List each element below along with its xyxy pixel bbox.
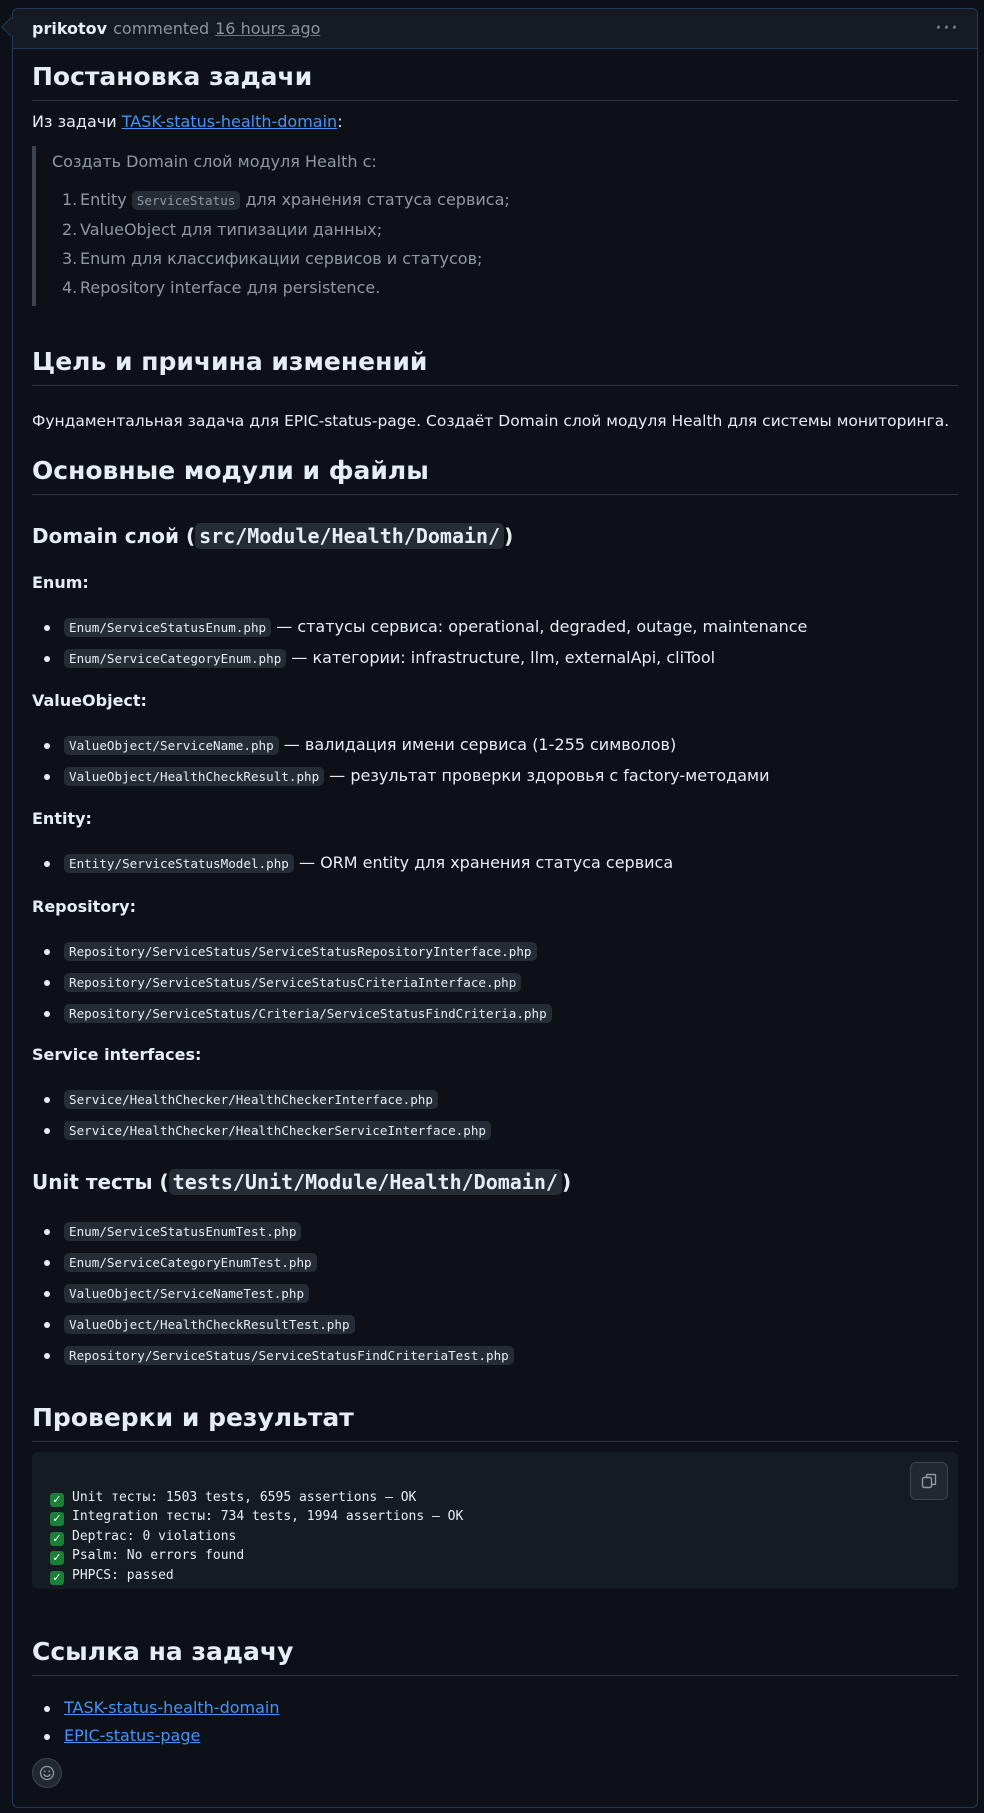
file-path: ValueObject/HealthCheckResult.php (64, 767, 324, 786)
list-item (32, 1219, 958, 1244)
label-enum: Enum: (32, 573, 89, 592)
copy-icon (921, 1473, 937, 1489)
goal-text: Фундаментальная задача для EPIC-status-page. Создаёт Domain слой модуля Health для системы мониторинга. (32, 412, 950, 430)
list-item (32, 1281, 958, 1306)
check-line: ✓ Unit тесты: 1503 tests, 6595 assertions — OK (50, 1488, 940, 1508)
comment-verb: commented (113, 19, 210, 38)
task-source-suffix: : (337, 112, 343, 131)
task-source (32, 110, 958, 134)
check-line: ✓ PHPCS: passed (50, 1566, 940, 1586)
enum-list (32, 615, 958, 671)
heading-unit-tests: Unit тесты ( tests/Unit/Module/Health/Domain/ ) (32, 1170, 572, 1194)
check-mark-icon: ✓ (50, 1493, 64, 1507)
links-list (32, 1696, 958, 1748)
file-path: Repository/ServiceStatus/ServiceStatusRepositoryInterface.php (64, 942, 537, 961)
check-line: ✓ Integration тесты: 734 tests, 1994 assertions — OK (50, 1507, 940, 1527)
heading-domain-layer: Domain слой ( src/Module/Health/Domain/ ) (32, 524, 514, 548)
list-item (32, 970, 958, 995)
heading-checks: Проверки и результат (32, 1402, 958, 1442)
kebab-menu-icon[interactable]: ··· (935, 15, 959, 41)
task-source-prefix: Из задачи (32, 112, 122, 131)
label-service-interfaces: Service interfaces: (32, 1045, 202, 1064)
heading-goal: Цель и причина изменений (32, 346, 958, 386)
file-path: ValueObject/HealthCheckResultTest.php (64, 1315, 355, 1334)
check-mark-icon: ✓ (50, 1512, 64, 1526)
copy-button[interactable] (910, 1462, 948, 1500)
file-path: Service/HealthChecker/HealthCheckerInterface.php (64, 1090, 438, 1109)
comment-timestamp[interactable]: 16 hours ago (215, 19, 321, 38)
check-line: ✓ Deptrac: 0 violations (50, 1527, 940, 1547)
heading-modules: Основные модули и файлы (32, 455, 958, 495)
vo-list (32, 733, 958, 789)
list-item: Enum/ServiceCategoryEnum.php — категории: infrastructure, llm, externalApi, cliTool (32, 646, 958, 671)
quote-item: 3. Enum для классификации сервисов и статусов; (62, 249, 483, 268)
tests-list (32, 1219, 958, 1368)
file-path: Repository/ServiceStatus/Criteria/ServiceStatusFindCriteria.php (64, 1004, 552, 1023)
file-path: Enum/ServiceStatusEnum.php (64, 618, 271, 637)
file-path: Enum/ServiceCategoryEnum.php (64, 649, 286, 668)
file-path: Enum/ServiceCategoryEnumTest.php (64, 1253, 317, 1272)
inline-code: ServiceStatus (132, 191, 241, 210)
list-item: ValueObject/HealthCheckResult.php — результат проверки здоровья с factory-методами (32, 764, 958, 789)
file-path: Repository/ServiceStatus/ServiceStatusFindCriteriaTest.php (64, 1346, 514, 1365)
list-item: ValueObject/ServiceName.php — валидация имени сервиса (1-255 символов) (32, 733, 958, 758)
inline-code: tests/Unit/Module/Health/Domain/ (169, 1169, 562, 1195)
label-entity: Entity: (32, 809, 92, 828)
add-reaction-button[interactable] (32, 1758, 62, 1788)
quote-list (52, 188, 958, 300)
label-repository: Repository: (32, 897, 136, 916)
heading-links: Ссылка на задачу (32, 1636, 958, 1676)
file-path: ValueObject/ServiceName.php (64, 736, 279, 755)
file-path: ValueObject/ServiceNameTest.php (64, 1284, 309, 1303)
task-quote (32, 146, 958, 306)
checks-code-block (32, 1452, 958, 1589)
heading-task: Постановка задачи (32, 61, 958, 101)
epic-link[interactable]: EPIC-status-page (64, 1726, 201, 1745)
list-item (32, 1250, 958, 1275)
task-source-link[interactable]: TASK-status-health-domain (121, 112, 338, 131)
quote-item: 4. Repository interface для persistence. (62, 278, 381, 297)
file-path: Service/HealthChecker/HealthCheckerServiceInterface.php (64, 1121, 491, 1140)
task-link[interactable]: TASK-status-health-domain (64, 1698, 280, 1717)
quote-item: 2. ValueObject для типизации данных; (62, 220, 383, 239)
list-item (32, 1696, 958, 1720)
label-valueobject: ValueObject: (32, 691, 147, 710)
check-mark-icon: ✓ (50, 1571, 64, 1585)
list-item (32, 1087, 958, 1112)
file-path: Entity/ServiceStatusModel.php (64, 854, 294, 873)
list-item: Entity/ServiceStatusModel.php — ORM entity для хранения статуса сервиса (32, 851, 958, 876)
repository-list (32, 939, 958, 1026)
list-item (32, 1118, 958, 1143)
comment-card (12, 8, 978, 1808)
check-mark-icon: ✓ (50, 1532, 64, 1546)
entity-list (32, 851, 958, 876)
list-item (32, 1724, 958, 1748)
author-name[interactable]: prikotov (32, 19, 108, 38)
file-path: Repository/ServiceStatus/ServiceStatusCriteriaInterface.php (64, 973, 521, 992)
file-path: Enum/ServiceStatusEnumTest.php (64, 1222, 301, 1241)
check-line: ✓ Psalm: No errors found (50, 1546, 940, 1566)
comment-header (13, 9, 977, 49)
quote-intro: Создать Domain слой модуля Health с: (52, 152, 377, 171)
list-item (32, 1312, 958, 1337)
check-mark-icon: ✓ (50, 1551, 64, 1565)
quote-item: 1. Entity ServiceStatus для хранения статуса сервиса; (62, 190, 510, 209)
list-item (32, 939, 958, 964)
service-list (32, 1087, 958, 1143)
inline-code: src/Module/Health/Domain/ (195, 523, 504, 549)
smiley-icon (39, 1765, 55, 1781)
list-item (32, 1001, 958, 1026)
list-item: Enum/ServiceStatusEnum.php — статусы сервиса: operational, degraded, outage, maintenance (32, 615, 958, 640)
list-item (32, 1343, 958, 1368)
